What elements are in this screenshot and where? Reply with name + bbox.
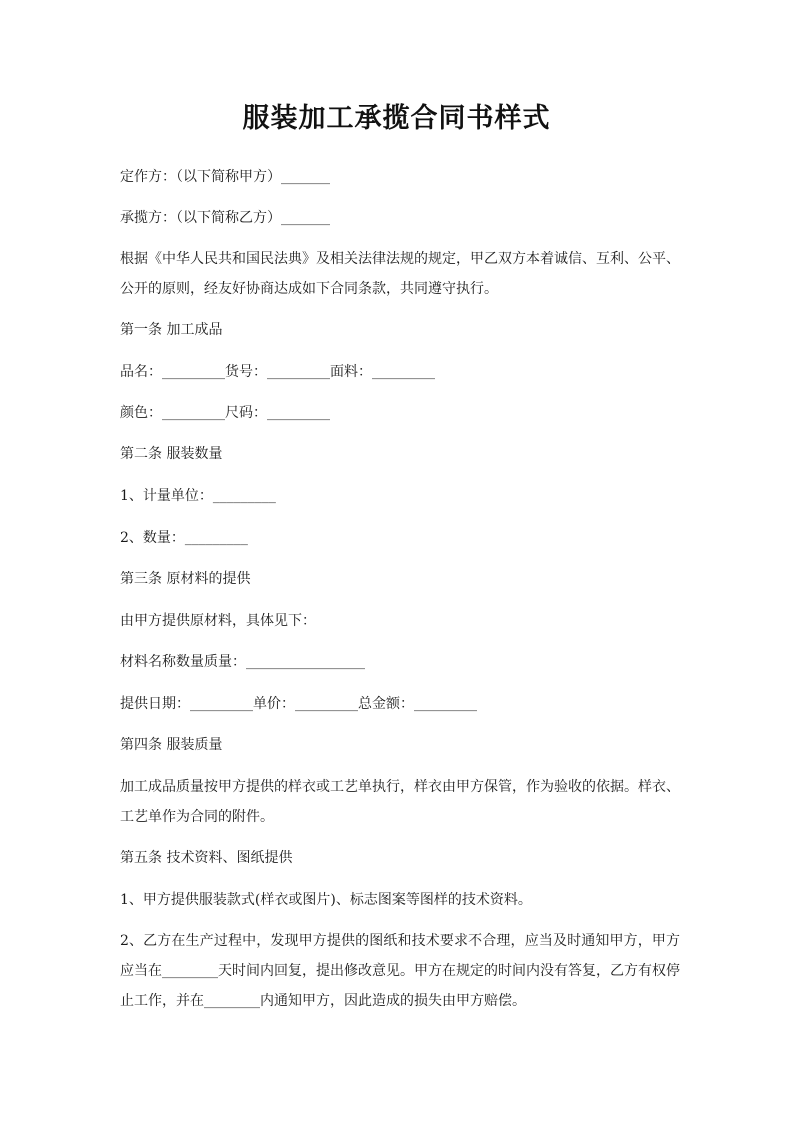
- article-2-heading: 第二条 服装数量: [120, 446, 223, 462]
- article-1-heading: 第一条 加工成品: [120, 322, 223, 338]
- preamble-paragraph: 根据《中华人民共和国民法典》及相关法律法规的规定，甲乙双方本着诚信、互利、公平、公开的原则，经友好协商达成如下合同条款，共同遵守执行。: [120, 251, 680, 297]
- unit-line: 1、计量单位：_________: [120, 488, 276, 504]
- party-a-line: 定作方：（以下简称甲方）_______: [120, 169, 330, 185]
- article-3-heading: 第三条 原材料的提供: [120, 571, 251, 587]
- document-title: 服装加工承揽合同书样式: [242, 103, 551, 134]
- materials-line: 材料名称数量质量：_________________: [120, 654, 365, 670]
- product-fields-line: 品名：_________货号：_________面料：_________: [120, 364, 435, 380]
- color-size-line: 颜色：_________尺码：_________: [120, 405, 330, 421]
- tech-item-2: 2、乙方在生产过程中，发现甲方提供的图纸和技术要求不合理，应当及时通知甲方，甲方应当在________天时间内回复，提出修改意见。甲方在规定的时间内没有答复，乙方有权停止工作，并在________内通知甲方，因此造成的损失由甲方赔偿。: [120, 933, 680, 1009]
- quality-paragraph: 加工成品质量按甲方提供的样衣或工艺单执行，样衣由甲方保管，作为验收的依据。样衣、工艺单作为合同的附件。: [120, 779, 680, 825]
- tech-item-1: 1、甲方提供服装款式(样衣或图片)、标志图案等图样的技术资料。: [120, 892, 532, 908]
- quantity-line: 2、数量：_________: [120, 530, 248, 546]
- supply-date-line: 提供日期：_________单价：_________总金额：_________: [120, 696, 477, 712]
- materials-intro: 由甲方提供原材料，具体见下：: [120, 613, 316, 629]
- party-b-line: 承揽方：（以下简称乙方）_______: [120, 210, 330, 226]
- article-4-heading: 第四条 服装质量: [120, 737, 223, 753]
- article-5-heading: 第五条 技术资料、图纸提供: [120, 850, 293, 866]
